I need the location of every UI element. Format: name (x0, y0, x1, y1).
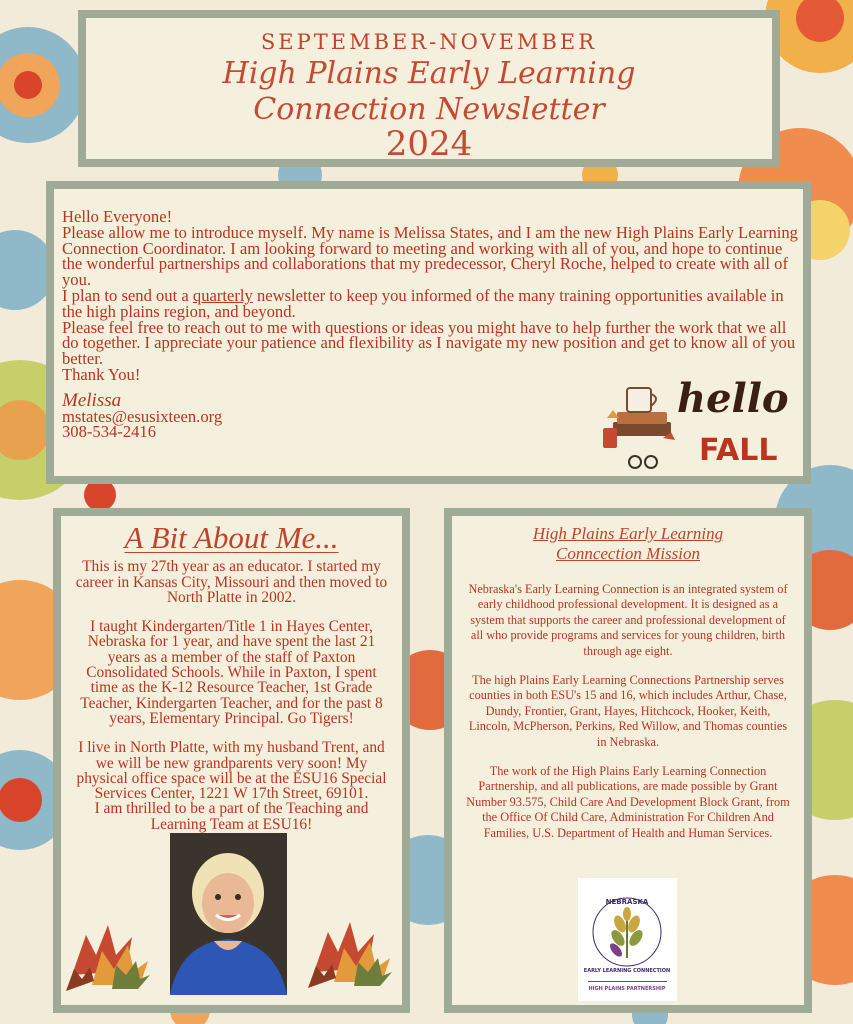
mission-heading (466, 524, 790, 564)
newsletter-year: 2024 (385, 124, 473, 164)
season-label: SEPTEMBER-NOVEMBER (260, 30, 598, 54)
about-paragraph-3: I live in North Platte, with my husband Trent, and we will be new grandparents very soon! My physical office space will be at the ESU16 Special Services Center, 1221 W 17th Street, 69101. (76, 739, 387, 803)
portrait-photo (170, 833, 287, 995)
quarterly-word: quarterly (192, 285, 253, 305)
greeting: Hello Everyone! (62, 207, 173, 226)
signature: Melissa (62, 389, 122, 411)
svg-text:EARLY LEARNING CONNECTION: EARLY LEARNING CONNECTION (583, 968, 671, 974)
newsletter-title-line2: Connection Newsletter (253, 92, 605, 127)
hello-text: hello (677, 375, 789, 422)
mission-paragraph-1: Nebraska's Early Learning Connection is an integrated system of early childhood professional development. It is designed as a system that supports the career and professional development of all who provide programs and services for young children, birth through age eight. (468, 582, 788, 658)
autumn-leaves-icon (62, 915, 154, 995)
autumn-leaves-icon (302, 912, 398, 992)
svg-text:HIGH PLAINS PARTNERSHIP: HIGH PLAINS PARTNERSHIP (588, 986, 666, 992)
newsletter-title-line1: High Plains Early Learning (222, 56, 636, 91)
svg-text:NEBRASKA: NEBRASKA (605, 898, 649, 906)
intro-paragraph-2: I plan to send out a quarterly newsletter to keep you informed of the many training opportunities available in the high plains region, and beyond. (62, 285, 784, 321)
mission-paragraph-2: The high Plains Early Learning Connections Partnership serves counties in both ESU's 15 and 16, which includes Arthur, Chase, Dundy, Frontier, Grant, Hayes, Hitchcock, Hooker, Keith, Lincoln, McPherson, Perkins, Red Willow, and Thomas counties in Nebraska. (468, 673, 788, 749)
hello-fall-illustration (595, 360, 800, 475)
closing: Thank You! (62, 364, 141, 384)
intro-paragraph-3: Please feel free to reach out to me with questions or ideas you might have to help further the work that we all do together. I appreciate your patience and flexibility as I navigate my new position and get to know all of you better. (62, 317, 796, 369)
nebraska-elc-logo (578, 878, 677, 1001)
fall-text: FALL (699, 433, 778, 468)
about-paragraph-2: I taught Kindergarten/Title 1 in Hayes Center, Nebraska for 1 year, and have spent the last 21 years as a member of the staff of Paxton Consolidated Schools. While in Paxton, I spent time as the K-12 Resource Teacher, 1st Grade Teacher, Kindergarten Teacher, and for the past 8 years, Elementary Principal. Go Tigers! (80, 618, 383, 727)
intro-paragraph-1: Please allow me to introduce myself. My name is Melissa States, and I am the new High Plains Early Learning Connection Coordinator. I am looking forward to meeting and working with all of you, and hope to continue the wonderful partnerships and collaborations that my predecessor, Cheryl Roche, helped to create with all of you. (62, 222, 798, 290)
newsletter-header (78, 10, 780, 167)
email-link[interactable]: mstates@esusixteen.org (62, 406, 223, 426)
about-paragraph-4: I am thrilled to be a part of the Teaching and Learning Team at ESU16! (94, 800, 369, 833)
phone-number: 308-534-2416 (62, 422, 157, 442)
mission-heading-line1: High Plains Early Learning (532, 524, 724, 543)
about-paragraph-1: This is my 27th year as an educator. I started my career in Kansas City, Missouri and then moved to North Platte in 2002. (75, 558, 388, 606)
about-me-heading: A Bit About Me... (124, 520, 339, 555)
mission-paragraph-3: The work of the High Plains Early Learning Connection Partnership, and all publications, are made possible by Grant Number 93.575, Child Care And Development Block Grant, from the Office Of Child Care, Administration For Children And Families, U.S. Department of Health and Human Services. (466, 764, 790, 840)
mission-heading-line2: Conncection Mission (555, 544, 700, 563)
